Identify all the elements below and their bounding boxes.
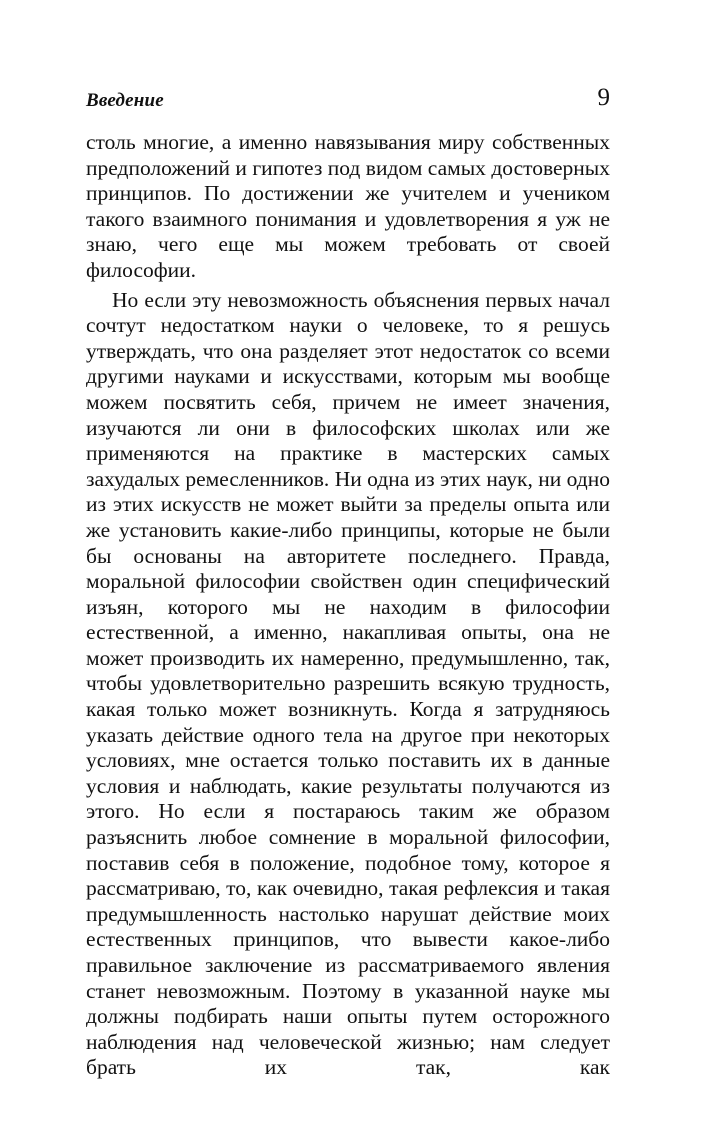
running-head: [86, 84, 610, 120]
paragraph-continued: столь многие, а именно навязывания миру собственных предположений и гипотез под видом самых достоверных принципов. По достижении же учителем и учеником такого взаимного понимания и удовлетворения я уж не знаю, чего еще мы можем требовать от своей философии.: [86, 130, 610, 282]
page-number: 9: [597, 84, 610, 111]
book-page: [86, 84, 610, 1081]
paragraph: Но если эту невозможность объяснения первых начал сочтут недостатком науки о человеке, то я решусь утверждать, что она разделяет этот недостаток со всеми другими науками и искусствами, которым мы вообще можем посвятить себя, причем не имеет значения, изучаются ли они в философских школах или же применяются на практике в мастерских самых захудалых ремесленников. Ни одна из этих наук, ни одно из этих искусств не может выйти за пределы опыта или же установить какие-либо принципы, которые не были бы основаны на авторитете последнего. Правда, моральной философии свойствен один специфический изъян, которого мы не находим в философии естественной, а именно, накапливая опыты, она не может производить их намеренно, предумышленно, так, чтобы удовлетворительно разрешить всякую трудность, какая только может возникнуть. Когда я затрудняюсь указать действие одного тела на другое при некоторых условиях, мне остается только поставить их в данные условия и наблюдать, какие результаты получаются из этого. Но если я постараюсь таким же образом разъяснить любое сомнение в моральной философии, поставив себя в положение, подобное тому, которое я рассматриваю, то, как очевидно, такая рефлексия и такая предумышленность настолько нарушат действие моих естественных принципов, что вывести какое-либо правильное заключение из рассматриваемого явления станет невозможным. Поэтому в указанной науке мы должны подбирать наши опыты путем осторожного наблюдения над человеческой жизнью; нам следует брать их так, как: [86, 287, 610, 1080]
section-title: Введение: [86, 90, 164, 111]
body-text: [86, 130, 610, 1081]
